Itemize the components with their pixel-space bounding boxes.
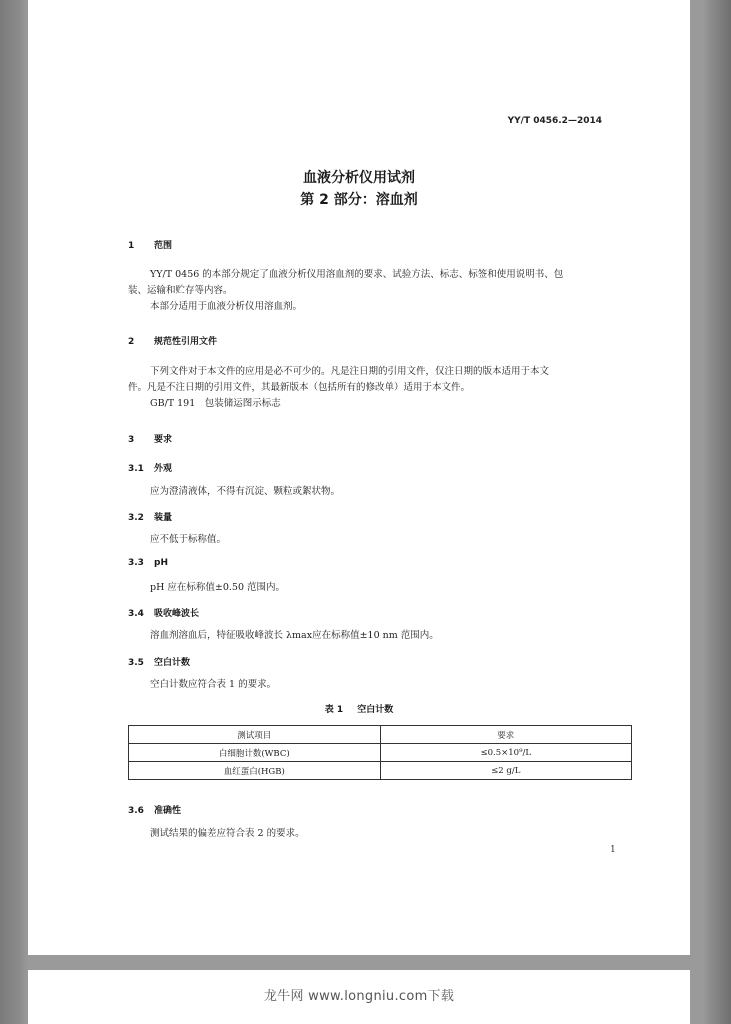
section-3-4-heading: 3.4 吸收峰波长 <box>128 609 200 619</box>
section-1-scope: 本部分适用于血液分析仪用溶血剂。 <box>150 301 303 312</box>
watermark-text: 龙牛网 www.longniu.com下载 <box>263 989 455 1004</box>
section-3-heading: 3 要求 <box>128 435 173 445</box>
blank-count-table <box>128 725 632 780</box>
section-3-6-heading: 3.6 准确性 <box>128 806 182 816</box>
section-2-paragraph-cont: 件。凡是不注日期的引用文件，其最新版本（包括所有的修改单）适用于本文件。 <box>128 382 471 393</box>
document-title <box>28 167 690 211</box>
page-number: 1 <box>610 845 616 855</box>
section-3-5-text: 空白计数应符合表 1 的要求。 <box>150 679 277 690</box>
table-row <box>129 762 632 780</box>
table-cell: 血红蛋白(HGB) <box>129 762 381 780</box>
title-line-1: 血液分析仪用试剂 <box>303 170 415 186</box>
table-cell: 白细胞计数(WBC) <box>129 744 381 762</box>
section-1-paragraph: YY/T 0456 的本部分规定了血液分析仪用溶血剂的要求、试验方法、标志、标签和使用说明书、包 <box>150 269 564 280</box>
table-header-row <box>129 726 632 744</box>
table-cell: ≤0.5×10⁹/L <box>380 744 632 762</box>
section-3-5-heading: 3.5 空白计数 <box>128 658 191 668</box>
download-footer <box>28 970 690 1024</box>
section-3-1-text: 应为澄清液体，不得有沉淀、颗粒或絮状物。 <box>150 486 341 497</box>
section-3-2-heading: 3.2 装量 <box>128 513 173 523</box>
table-row <box>129 744 632 762</box>
section-3-2-text: 应不低于标称值。 <box>150 534 227 545</box>
section-3-6-text: 测试结果的偏差应符合表 2 的要求。 <box>150 828 305 839</box>
document-page <box>28 0 690 955</box>
section-3-4-text: 溶血剂溶血后，特征吸收峰波长 λmax应在标称值±10 nm 范围内。 <box>150 630 439 641</box>
section-1-paragraph-cont: 装、运输和贮存等内容。 <box>128 285 233 296</box>
section-3-1-heading: 3.1 外观 <box>128 464 173 474</box>
table-cell: ≤2 g/L <box>380 762 632 780</box>
section-3-3-heading: 3.3 pH <box>128 558 168 568</box>
section-2-reference: GB/T 191 包装储运图示标志 <box>150 398 281 409</box>
section-2-paragraph: 下列文件对于本文件的应用是必不可少的。凡是注日期的引用文件，仅注日期的版本适用于本文 <box>150 366 550 377</box>
section-3-3-text: pH 应在标称值±0.50 范围内。 <box>150 582 286 593</box>
title-line-2: 第 2 部分：溶血剂 <box>300 192 418 208</box>
table-header-cell: 要求 <box>380 726 632 744</box>
table-header-cell: 测试项目 <box>129 726 381 744</box>
table-1-caption: 表 1 空白计数 <box>324 705 394 715</box>
section-1-heading: 1 范围 <box>128 241 173 251</box>
standard-number: YY/T 0456.2—2014 <box>507 116 602 126</box>
section-2-heading: 2 规范性引用文件 <box>128 337 218 347</box>
